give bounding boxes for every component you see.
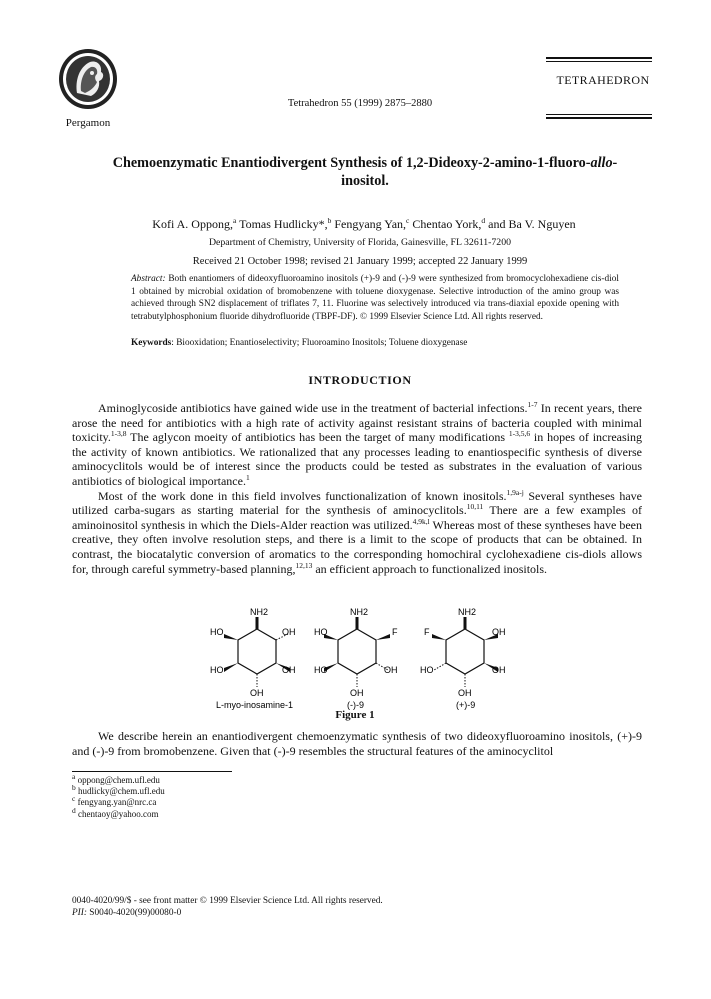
structure-name: (+)-9 [456,700,476,710]
header-rule-top-thin [546,61,652,62]
label-lr: OH [282,665,296,675]
copyright-line: 0040-4020/99/$ - see front matter © 1999 Elsevier Science Ltd. All rights reserved. [72,896,383,906]
sentence: There are a few examples of aminoinositol synthesis in which the Diels-Alder reaction was utilized. [72,503,642,532]
section-heading: INTRODUCTION [308,373,412,387]
paragraph [72,401,642,489]
reference: 1-7 [527,400,538,409]
keywords-label: Keywords [131,338,172,348]
title-part: inositol. [341,173,389,189]
footnote-email[interactable]: hudlicky@chem.ufl.edu [78,786,165,797]
pii-label: PII: [72,908,87,918]
footnote-mark: c [72,794,76,804]
label-ll: HO [420,665,434,675]
sentence: Whereas most of these syntheses have been creative, they often involve resolution steps, and there is a limit to the scope of products that can be obtained. In contrast, the biocatalytic conversion of aromatics to the corresponding homochiral cyclohexadiene cis-diols allows for, through careful symmetry-based planning, [72,517,643,576]
keywords-text: : Biooxidation; Enantioselectivity; Fluoroamino Inositols; Toluene dioxygenase [171,338,468,348]
sentence: Several syntheses have utilized carba-sugars as starting material for the synthesis of aminocyclitols. [72,488,642,518]
footnote-mark: d [72,805,76,815]
label-bottom: OH [458,688,472,698]
intro-paragraph-3 [72,729,642,758]
label-top: NH2 [350,607,369,617]
abstract-text: Both enantiomers of dideoxyfluoroamino inositols (+)-9 and (-)-9 were synthesized from bromocyclohexadiene cis-diol 1 obtained by microbial oxidation of bromobenzene with toluene dioxygenase. Selective introduction of the amino group was achieved through SN2 displacement of triflates 7, 11. Fluorine was selectively introduced via trans-diaxial epoxide opening with tetrabutylphosphonium fluoride dihydrofluoride (TBPF-DF). © 1999 Elsevier Science Ltd. All rights reserved. [131,274,619,322]
journal-citation: Tetrahedron 55 (1999) 2875–2880 [287,98,433,109]
paragraph: We describe herein an enantiodivergent chemoenzymatic synthesis of two dideoxyfluoroamino inositols, (+)-9 and (-)-9 from bromobenzene. Given that (-)-9 resembles the structural features of the aminocyclitol [72,729,642,758]
footnote [72,794,372,808]
label-ll: HO [210,665,224,675]
footnote-mark: b [72,783,76,793]
author-name: Chentao York, [412,217,482,231]
footnote [72,805,372,820]
label-ur: F [392,627,398,637]
label-bottom: OH [250,688,264,698]
author-list [78,217,650,232]
header-rule-top [546,57,652,59]
pergamon-logo [57,47,119,111]
abstract [131,273,619,323]
pii-value: S0040-4020(99)00080-0 [86,908,182,918]
author-mark: d [481,216,486,225]
article-dates: Received 21 October 1998; revised 21 January 1999; accepted 22 January 1999 [192,256,528,267]
sentence: an efficient approach to functionalized inositols. [312,561,548,576]
footnote-email[interactable]: fengyang.yan@nrc.ca [77,797,157,808]
sentence: The aglycon moeity of antibiotics has been the target of many modifications [126,430,509,445]
author-mark: a [232,216,237,225]
author-mark: c [406,216,410,225]
reference: 1-3,5,6 [508,429,531,439]
sentence: Most of the work done in this field involves functionalization of known inositols. [98,488,507,503]
label-lr: OH [384,665,398,675]
author-name: Fengyang Yan, [334,217,407,231]
label-ul: F [424,627,430,637]
reference: 1-3,8 [110,429,127,439]
label-ul: HO [314,627,328,637]
title-italic: allo [590,155,613,171]
author-name: Tomas Hudlicky*, [239,217,328,231]
reference: 4,9k,l [412,516,430,526]
sentence: In recent years, there arose the need for antibiotics with a high rate of activity against resistant strains of bacteria coupled with minimal toxicity. [72,401,643,445]
figure-caption: Figure 1 [335,709,375,721]
article-title [95,154,635,190]
title-part: Chemoenzymatic Enantiodivergent Synthesis of 1,2-Dideoxy-2-amino-1-fluoro- [112,155,591,171]
author-name: Kofi A. Oppong, [152,217,233,231]
label-lr: OH [492,665,506,675]
structure-plus-9 [420,605,510,710]
pii-line [72,907,552,919]
publisher-name: Pergamon [65,117,111,129]
reference: 10,11 [466,502,484,512]
label-ur: OH [282,627,296,637]
header-rule-bottom-thin [546,114,652,115]
sentence: in hopes of increasing the activity of known antibiotics. We rationalized that any processes leading to enantiospecific synthesis of diverse aminocyclitols would be of interest since the products could be tested as substrates in the evaluation of various antibiotics of biological importance. [72,430,643,488]
keywords [131,338,619,348]
footnote-email[interactable]: oppong@chem.ufl.edu [77,775,160,785]
paragraph [72,489,642,577]
label-ul: HO [210,627,224,637]
label-top: NH2 [250,607,269,617]
affiliation: Department of Chemistry, University of Florida, Gainesville, FL 32611-7200 [208,237,512,248]
reference: 12,13 [295,560,313,570]
front-matter [72,895,552,919]
label-bottom: OH [350,688,364,698]
title-part: - [612,155,618,171]
reference: 1,9a-j [506,487,524,497]
structure-inosamine [212,605,302,710]
footnote-rule [72,771,232,772]
journal-name: TETRAHEDRON [556,73,650,87]
footnotes [72,772,372,820]
intro-paragraphs [72,401,642,576]
label-ur: OH [492,627,506,637]
label-top: NH2 [458,607,477,617]
label-ll: HO [314,665,328,675]
structure-name: L-myo-inosamine-1 [216,700,294,710]
footnote [72,772,372,786]
reference: 1 [245,472,250,482]
sentence: Aminoglycoside antibiotics have gained wide use in the treatment of bacterial infections. [98,401,528,415]
footnote [72,783,372,797]
author-name: and Ba V. Nguyen [488,217,576,231]
structure-minus-9 [312,605,402,710]
header-rule-bottom [546,117,652,119]
author-mark: b [327,216,332,225]
structure-name: (-)-9 [347,700,364,710]
footnote-email[interactable]: chentaoy@yahoo.com [78,808,159,819]
abstract-label: Abstract: [131,274,166,284]
footnote-mark: a [72,772,76,781]
